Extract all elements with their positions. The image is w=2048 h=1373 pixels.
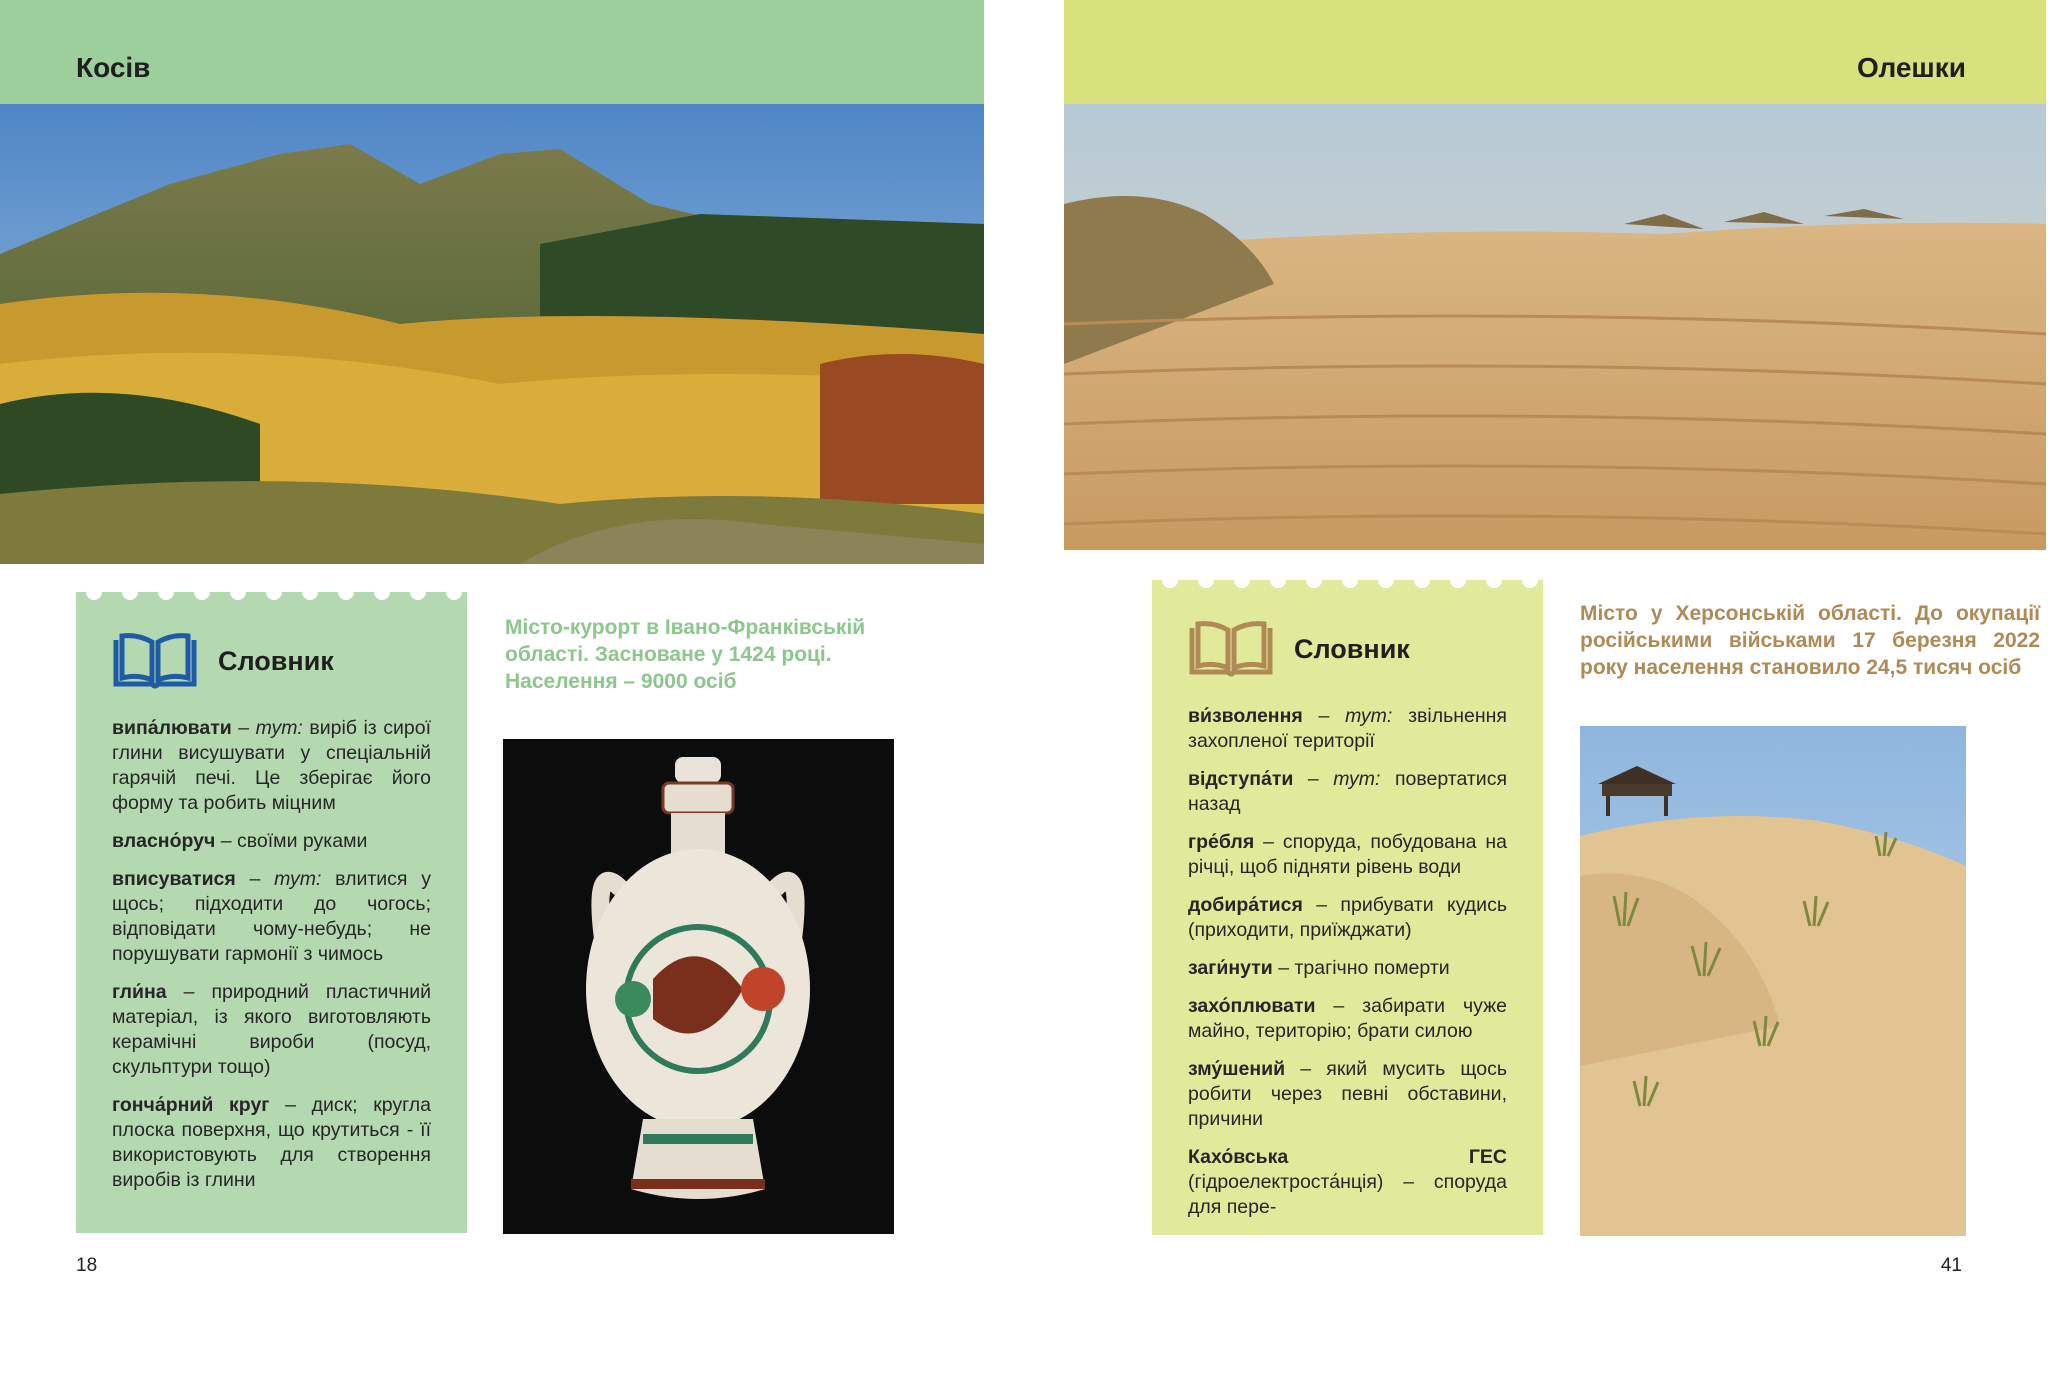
entry-note: тут: (255, 717, 303, 739)
vocabulary-card (1152, 580, 1543, 1235)
vocabulary-entry: захо́плювати – забирати чуже майно, територію; брати силою (1188, 995, 1507, 1042)
vocabulary-entry: вписуватися – тут: влитися у щось; підходити до чогось; відповідати чому-небудь; не порушувати гармонії з чимось (112, 868, 432, 965)
entry-term: заги́нути (1188, 957, 1273, 979)
vocabulary-entry: випа́лювати – тут: виріб із сирої глини висушувати у спеціальній гарячій печі. Це зберігає його форму та робить міцним (112, 717, 432, 814)
entry-term: гре́бля (1188, 831, 1255, 853)
page-title: Косів (76, 52, 151, 83)
entry-definition: (гідроелектроста́нція) – споруда для пере- (1188, 1171, 1507, 1218)
entry-term: вписуватися (112, 868, 236, 890)
town-caption: Місто-курорт в Івано-Франківській області. Засноване у 1424 році. Населення – 9000 осіб (505, 616, 866, 693)
entry-term: гонча́рний круг (112, 1094, 270, 1116)
header-band-right (1064, 0, 2046, 104)
entry-note: тут: (274, 868, 322, 890)
entry-definition: трагічно померти (1294, 957, 1450, 979)
scallop-edge (1152, 572, 1543, 588)
vocabulary-entry: власно́руч – своїми руками (112, 830, 368, 852)
page-left (0, 0, 1000, 1373)
entry-definition: природний пластичний матеріал, із якого виготовляють керамічні вироби (посуд, скульптури тощо) (112, 981, 431, 1078)
header-band-left (0, 0, 984, 104)
page-title: Олешки (1857, 52, 1966, 83)
entry-term: власно́руч (112, 830, 216, 852)
vocabulary-entry (1188, 1145, 1507, 1220)
ceramic-vase-photo (503, 739, 894, 1234)
entry-term: ви́зволення (1188, 705, 1303, 727)
dune-shelter-photo (1580, 726, 1966, 1236)
entry-term: відступа́ти (1188, 768, 1294, 790)
entry-term: гли́на (112, 981, 167, 1003)
vocabulary-header (1188, 620, 1507, 678)
entry-term: Кахо́вська ГЕС (1188, 1146, 1507, 1168)
entry-definition: споруда, побудована на річці, щоб підняти рівень води (1188, 831, 1507, 878)
entry-definition: забирати чуже майно, територію; брати силою (1188, 995, 1507, 1042)
sand-dunes-photo (1064, 104, 2046, 550)
vocabulary-title: Словник (1294, 633, 1410, 664)
entry-term: захо́плювати (1188, 995, 1316, 1017)
entry-term: добира́тися (1188, 894, 1303, 916)
page-number: 18 (76, 1255, 98, 1276)
open-book-icon (1188, 620, 1274, 678)
open-book-icon (112, 632, 198, 690)
entry-definition: прибувати кудись (приходити, приїжджати) (1188, 894, 1507, 941)
entry-definition: влитися у щось; підходити до чогось; відповідати чому-небудь; не порушувати гармонії з чимось (112, 868, 432, 965)
entry-definition: повертатися назад (1188, 768, 1508, 815)
entry-note: тут: (1345, 705, 1393, 727)
vocabulary-header (112, 632, 431, 690)
mountain-landscape-photo (0, 104, 984, 564)
entry-term: зму́шений (1188, 1058, 1286, 1080)
entry-definition: своїми руками (237, 830, 368, 852)
page-number: 41 (1940, 1255, 1962, 1276)
vocabulary-entry: гли́на – природний пластичний матеріал, із якого виготовляють керамічні вироби (посуд, скульптури тощо) (112, 981, 431, 1078)
entry-definition: який мусить щось робити через певні обставини, причини (1188, 1058, 1507, 1130)
entry-note: тут: (1333, 768, 1381, 790)
entry-term: випа́лювати (112, 717, 232, 739)
vocabulary-card (76, 592, 467, 1233)
vocabulary-entry: добира́тися – прибувати кудись (приходити, приїжджати) (1188, 894, 1507, 941)
vocabulary-entry: відступа́ти – тут: повертатися назад (1188, 768, 1508, 815)
vocabulary-entry: гре́бля – споруда, побудована на річці, щоб підняти рівень води (1188, 831, 1507, 878)
scallop-edge (76, 584, 467, 600)
town-caption: Місто у Херсонській області. До окупації російськими військами 17 березня 2022 року населення становило 24,5 тисяч осіб (1580, 602, 2040, 679)
vocabulary-entry: заги́нути – трагічно померти (1188, 957, 1450, 979)
vocabulary-entry: гонча́рний круг – диск; кругла плоска поверхня, що крутиться - її використовують для створення виробів із глини (112, 1094, 432, 1191)
entry-definition: звільнення захопленої території (1188, 705, 1507, 752)
vocabulary-entry: зму́шений – який мусить щось робити через певні обставини, причини (1188, 1058, 1507, 1130)
page-right (1064, 0, 2048, 1373)
entry-definition: виріб із сирої глини висушувати у спеціальній гарячій печі. Це зберігає його форму та робить міцним (112, 717, 432, 814)
vocabulary-title: Словник (218, 645, 334, 676)
vocabulary-entry: ви́зволення – тут: звільнення захопленої території (1188, 705, 1507, 752)
entry-definition: диск; кругла плоска поверхня, що крутиться - її використовують для створення виробів із глини (112, 1094, 432, 1191)
